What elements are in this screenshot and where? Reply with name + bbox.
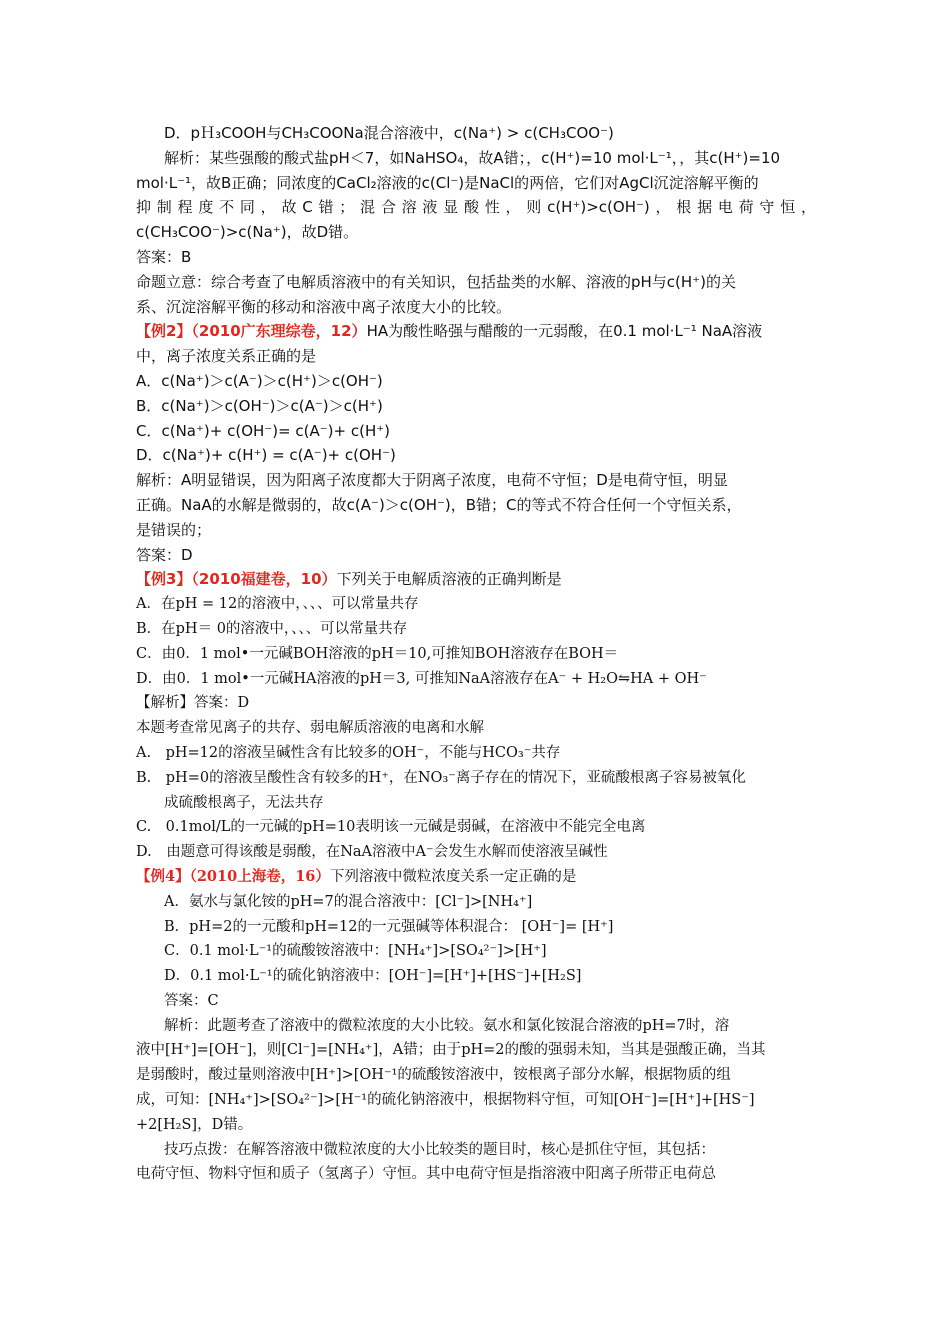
line-text: 电荷守恒、物料守恒和质子（氢离子）守恒。其中电荷守恒是指溶液中阳离子所带正电荷总: [136, 1166, 716, 1183]
text-line: [136, 543, 816, 568]
line-text: C．0.1 mol·L⁻¹的硫酸铵溶液中：[NH₄⁺]>[SO₄²⁻]>[H⁺]: [164, 943, 547, 960]
text-line: [136, 220, 816, 245]
text-line: [136, 915, 816, 940]
text-line: [136, 939, 816, 964]
line-text: 中，离子浓度关系正确的是: [136, 347, 317, 366]
text-line: [136, 617, 816, 642]
line-text: 下列溶液中微粒浓度关系一定正确的是: [329, 868, 577, 885]
text-line: [136, 865, 816, 890]
line-text: 命题立意：综合考查了电解质溶液中的有关知识，包括盐类的水解、溶液的pH与c(H⁺)的关: [136, 272, 736, 291]
text-line: [136, 394, 816, 419]
text-line: [136, 667, 816, 692]
text-line: [136, 369, 816, 394]
line-text: 技巧点拨：在解答溶液中微粒浓度的大小比较类的题目时，核心是抓住守恒，其包括：: [164, 1141, 715, 1158]
text-line: [136, 1138, 816, 1163]
line-text: 答案：C: [164, 992, 219, 1009]
text-line: [136, 1014, 816, 1039]
text-line: [136, 171, 816, 196]
text-line: [136, 989, 816, 1014]
text-line: [136, 146, 816, 171]
text-line: [136, 1038, 816, 1063]
text-line: [136, 691, 816, 716]
text-line: [136, 518, 816, 543]
text-line: [136, 295, 816, 320]
line-text: D．0.1 mol·L⁻¹的硫化钠溶液中：[OH⁻]=[H⁺]+[HS⁻]+[H₂S]: [164, 968, 582, 985]
line-text: c(CH₃COO⁻)>c(Na⁺)，故D错。: [136, 223, 359, 242]
line-text: A．氨水与氯化铵的pH=7的混合溶液中：[Cl⁻]>[NH₄⁺]: [164, 893, 533, 910]
text-line: [136, 319, 816, 344]
line-text: A．在pH = 12的溶液中，、、、可以常量共存: [136, 596, 419, 613]
line-text: HA为酸性略强与醋酸的一元弱酸，在0.1 mol·L⁻¹ NaA溶液: [366, 322, 763, 341]
text-line: [136, 741, 816, 766]
line-text: 成，可知：[NH₄⁺]>[SO₄²⁻]>[H⁻¹的硫化钠溶液中，根据物料守恒，可知[OH⁻]=[H⁺]+[HS⁻]: [136, 1092, 755, 1109]
line-text: 【解析】答案：D: [136, 695, 250, 712]
text-line: [136, 344, 816, 369]
line-text: D．pＨ₃COOH与CH₃COONa混合溶液中，c(Na⁺) > c(CH₃COO⁻): [164, 124, 614, 142]
line-text: 是弱酸时，酸过量则溶液中[H⁺]>[OH⁻¹的硫酸铵溶液中，铵根离子部分水解，根据物质的组: [136, 1067, 731, 1084]
line-text: B．在pH＝ 0的溶液中，、、、可以常量共存: [136, 620, 408, 637]
example-label: 【例2】（2010广东理综卷，12）: [136, 322, 367, 341]
text-line: [136, 270, 816, 295]
line-text: 下列关于电解质溶液的正确判断是: [336, 570, 562, 589]
text-line: [136, 121, 816, 146]
line-text: 解析：此题考查了溶液中的微粒浓度的大小比较。氨水和氯化铵混合溶液的pH=7时，溶: [164, 1017, 730, 1034]
line-text: 正确。NaA的水解是微弱的，故c(A⁻)＞c(OH⁻)，B错；C的等式不符合任何一个守恒关系，: [136, 495, 742, 514]
text-line: [136, 964, 816, 989]
line-text: 解析：某些强酸的酸式盐pH＜7，如NaHSO₄，故A错；，c(H⁺)=10 mol·L⁻¹，，其c(H⁺)=10: [164, 148, 781, 167]
line-text: 本题考查常见离子的共存、弱电解质溶液的电离和水解: [136, 720, 484, 737]
line-text: 抑制程度不同，故C错；混合溶液显酸性，则c(H⁺)>c(OH⁻)，根据电荷守恒，: [136, 198, 816, 217]
text-line: [136, 766, 816, 791]
line-text: C．c(Na⁺)+ c(OH⁻)= c(A⁻)+ c(H⁺): [136, 421, 390, 440]
text-line: [136, 791, 816, 816]
text-line: [136, 642, 816, 667]
line-text: B．pH=2的一元酸和pH=12的一元强碱等体积混合： [OH⁻]= [H⁺]: [164, 918, 614, 935]
text-line: [136, 592, 816, 617]
text-line: [136, 1088, 816, 1113]
text-line: [136, 493, 816, 518]
text-line: [136, 890, 816, 915]
line-text: D．c(Na⁺)+ c(H⁺) = c(A⁻)+ c(OH⁻): [136, 446, 396, 465]
text-line: [136, 468, 816, 493]
line-text: 解析：A明显错误，因为阳离子浓度都大于阴离子浓度，电荷不守恒；D是电荷守恒，明显: [136, 471, 728, 490]
line-text: 答案：D: [136, 545, 193, 564]
line-text: D．由0．1 mol•一元碱HA溶液的pH＝3, 可推知NaA溶液存在A⁻ + H₂O⇋HA + OH⁻: [136, 670, 707, 687]
text-line: [136, 1113, 816, 1138]
line-text: 液中[H⁺]=[OH⁻]，则[Cl⁻]=[NH₄⁺]，A错；由于pH=2的酸的强弱未知，当其是强酸正确，当其: [136, 1042, 766, 1059]
text-line: [136, 567, 816, 592]
line-text: A. pH=12的溶液呈碱性含有比较多的OH⁻，不能与HCO₃⁻共存: [136, 744, 561, 761]
line-text: 答案：B: [136, 247, 192, 266]
line-text: 是错误的；: [136, 520, 212, 539]
text-line: [136, 1063, 816, 1088]
line-text: C．由0．1 mol•一元碱BOH溶液的pH＝10,可推知BOH溶液存在BOH＝: [136, 645, 619, 662]
example-label: 【例4】（2010上海卷，16）: [136, 867, 330, 885]
text-line: [136, 815, 816, 840]
line-text: B．c(Na⁺)＞c(OH⁻)＞c(A⁻)＞c(H⁺): [136, 396, 383, 415]
line-text: B. pH=0的溶液呈酸性含有较多的H⁺，在NO₃⁻离子存在的情况下，亚硫酸根离子容易被氧化: [136, 769, 746, 786]
line-text: mol·L⁻¹，故B正确；同浓度的CaCl₂溶液的c(Cl⁻)是NaCl的两倍，它们对AgCl沉淀溶解平衡的: [136, 173, 759, 192]
document-page: [136, 121, 816, 1187]
line-text: 系、沉淀溶解平衡的移动和溶液中离子浓度大小的比较。: [136, 297, 512, 316]
line-text: 成硫酸根离子，无法共存: [164, 794, 324, 811]
line-text: D. 由题意可得该酸是弱酸，在NaA溶液中A⁻会发生水解而使溶液呈碱性: [136, 844, 608, 861]
example-label: 【例3】（2010福建卷，10）: [136, 570, 337, 589]
text-line: [136, 716, 816, 741]
text-line: [136, 840, 816, 865]
line-text: A．c(Na⁺)＞c(A⁻)＞c(H⁺)＞c(OH⁻): [136, 371, 383, 390]
text-line: [136, 195, 816, 220]
text-line: [136, 245, 816, 270]
line-text: C. 0.1mol/L的一元碱的pH=10表明该一元碱是弱碱，在溶液中不能完全电离: [136, 819, 646, 836]
text-line: [136, 419, 816, 444]
text-line: [136, 1162, 816, 1187]
text-line: [136, 443, 816, 468]
line-text: +2[H₂S]，D错。: [136, 1116, 253, 1133]
